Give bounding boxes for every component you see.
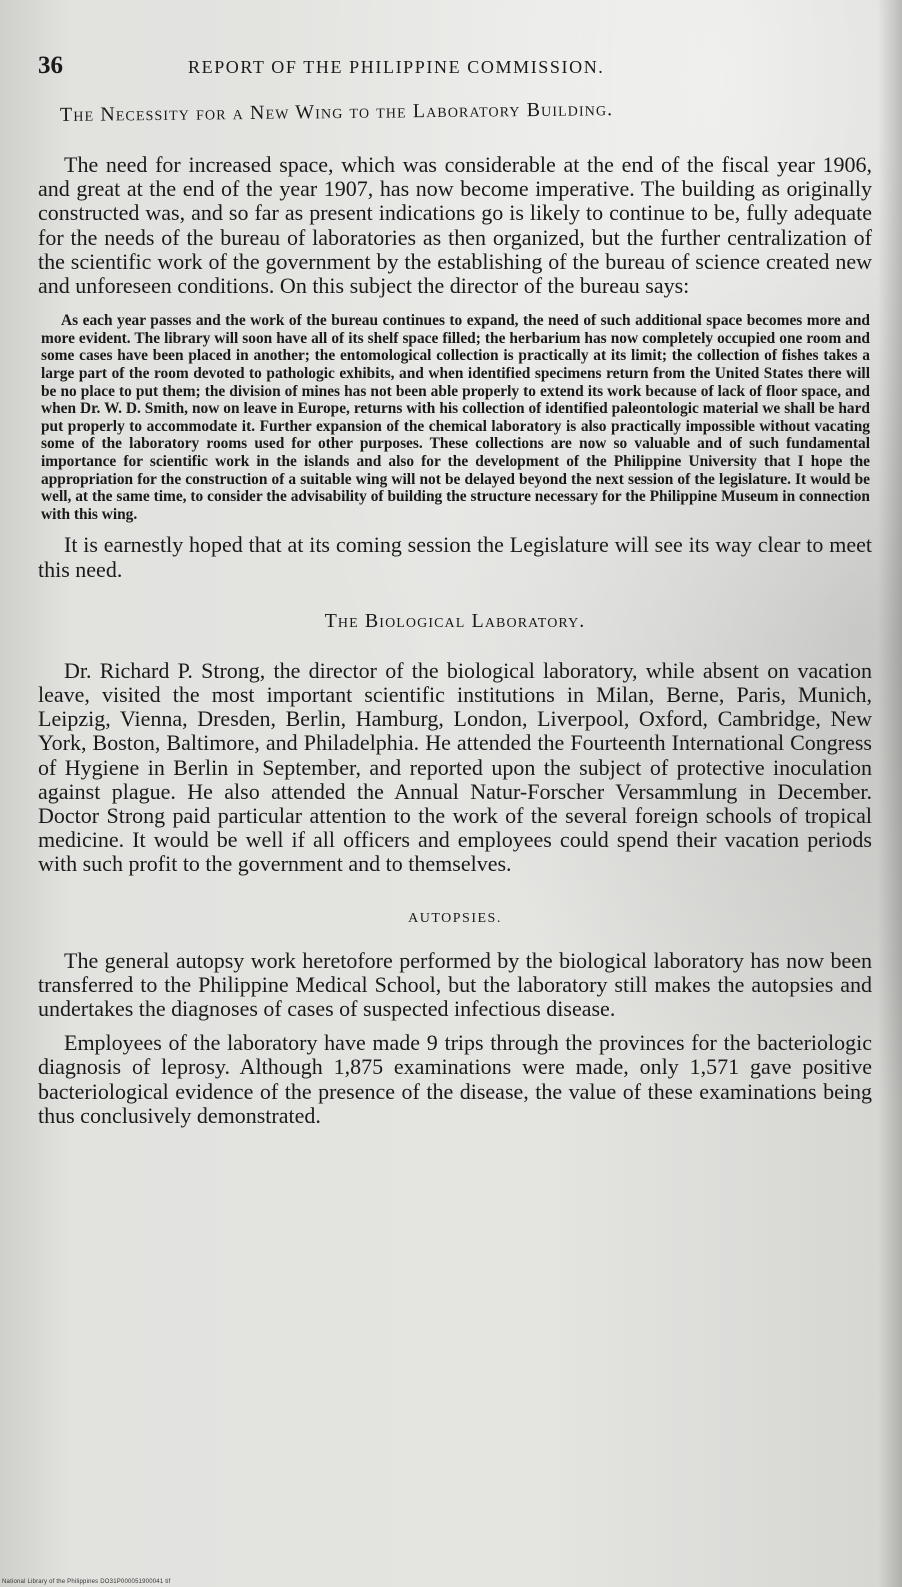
section-title-laboratory-wing: The Necessity for a New Wing to the Laboratory Building. bbox=[59, 98, 614, 126]
paragraph-dr-strong: Dr. Richard P. Strong, the director of the biological laboratory, while absent on vacation leave, visited the most important scientific institutions in Milan, Berne, Paris, Munich, Leipzig, Vienna, Dresden, Berlin, Hamburg, London, Liverpool, Oxford, Cambridge, New York, Boston, Baltimore, and Philadelphia. He attended the Fourteenth International Congress of Hygiene in Berlin in September, and reported upon the subject of protective inoculation against plague. He also attended the Annual Natur-Forscher Versammlung in December. Doctor Strong paid particular attention to the work of the several foreign schools of tropical medicine. It would be well if all officers and employees could spend their vacation periods with such profit to the government and to themselves. bbox=[38, 657, 872, 877]
section-title-autopsies: AUTOPSIES. bbox=[408, 910, 502, 926]
quoted-director-statement: As each year passes and the work of the bureau continues to expand, the need of such additional space becomes more and more evident. The library will soon have all of its shelf space filled; the herbarium has now completely occupied one room and some cases have been placed in another; the entomological collection is practically at its limit; the collection of fishes takes a large part of the room devoted to pathologic exhibits, and when identified specimens return from the United States there will be no place to put them; the division of mines has not been able properly to extend its work because of lack of floor space, and when Dr. W. D. Smith, now on leave in Europe, returns with his collection of identified paleontologic material we shall be hard put properly to accommodate it. Further expansion of the chemical laboratory is also practically impossible without vacating some of the laboratory rooms used for other purposes. These collections are now so valuable and of such fundamental importance for scientific work in the islands and also for the development of the Philippine University that I hope the appropriation for the construction of a suitable wing will not be delayed beyond the next session of the legislature. It would be well, at the same time, to consider the advisability of building the structure necessary for the Philippine Museum in connection with this wing. bbox=[41, 312, 870, 523]
paragraph-leprosy-trips: Employees of the laboratory have made 9 trips through the provinces for the bacteriologic diagnosis of leprosy. Although 1,875 examinations were made, only 1,571 gave positive bacteriological evidence of the presence of the disease, the value of these examinations being thus conclusively demonstrated. bbox=[38, 1030, 872, 1128]
running-head bbox=[38, 52, 872, 90]
page-number: 36 bbox=[38, 52, 63, 79]
paragraph-legislature-hope: It is earnestly hoped that at its coming session the Legislature will see its way clear to meet this need. bbox=[38, 532, 872, 582]
running-title: REPORT OF THE PHILIPPINE COMMISSION. bbox=[188, 57, 605, 77]
footer-credit: National Library of the Philippines DO31P000051900041 tif bbox=[2, 1579, 171, 1585]
paragraph-autopsy-work: The general autopsy work heretofore performed by the biological laboratory has now been transferred to the Philippine Medical School, but the laboratory still makes the autopsies and undertakes the diagnoses of cases of suspected infectious disease. bbox=[38, 947, 872, 1021]
paragraph-space-need: The need for increased space, which was considerable at the end of the fiscal year 1906, and great at the end of the year 1907, has now become imperative. The building as originally constructed was, and so far as present indications go is likely to continue to be, fully adequate for the needs of the bureau of laboratories as then organized, but the further centralization of the scientific work of the government by the establishing of the bureau of science created new and unforeseen conditions. On this subject the director of the bureau says: bbox=[38, 152, 872, 299]
section-title-biological-laboratory: The Biological Laboratory. bbox=[324, 609, 586, 632]
